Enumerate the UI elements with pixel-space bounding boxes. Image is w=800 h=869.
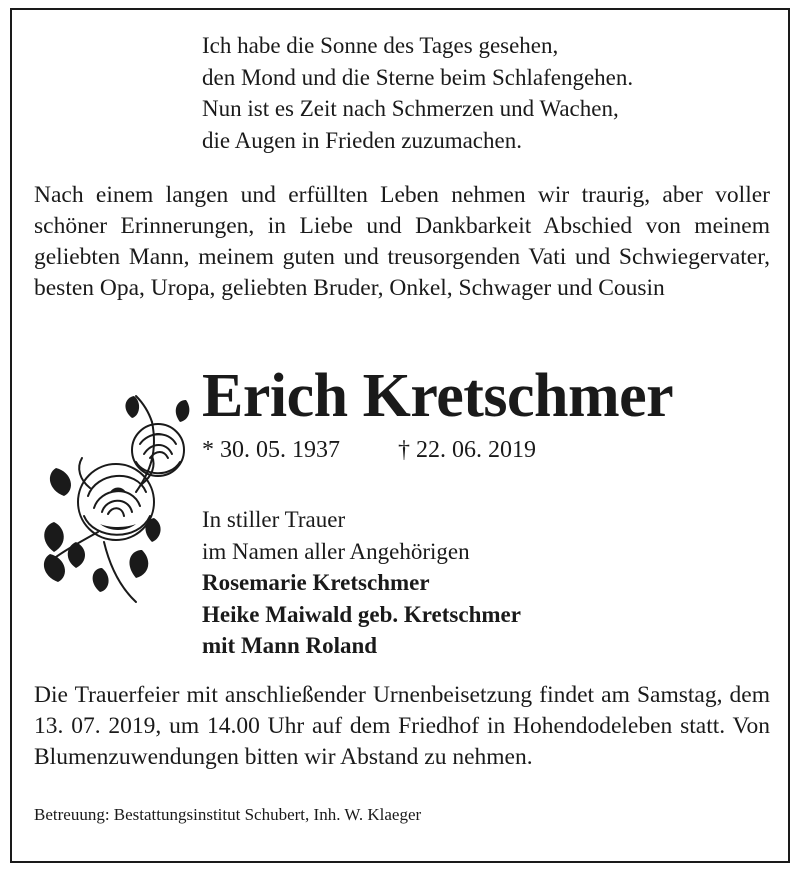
poem [202,30,633,156]
birth-date: * 30. 05. 1937 [202,437,340,463]
life-dates [202,435,536,465]
intro-paragraph: Nach einem langen und erfüllten Leben nehmen wir traurig, aber voller schöner Erinnerungen, in Liebe und Dankbarkeit Abschied von meinem geliebten Mann, meinem guten und treusorgenden Vati und Schwiegervater, besten Opa, Uropa, geliebten Bruder, Onkel, Schwager und Cousin [34,182,770,301]
mourners-block [202,504,521,662]
deceased-name: Erich Kretschmer [202,362,674,430]
poem-line: Ich habe die Sonne des Tages gesehen, [202,33,559,58]
poem-line: den Mond und die Sterne beim Schlafengehen. [202,64,634,90]
rose-icon [40,392,192,604]
mourner-name: mit Mann Roland [202,633,378,658]
death-date: † 22. 06. 2019 [398,437,536,463]
poem-line: die Augen in Frieden zuzumachen. [202,127,522,153]
poem-line: Nun ist es Zeit nach Schmerzen und Wachen, [202,96,619,121]
funeral-home-credit: Betreuung: Bestattungsinstitut Schubert, Inh. W. Klaeger [34,805,422,824]
obituary-notice [10,8,790,863]
mourner-name: Rosemarie Kretschmer [202,570,430,595]
ceremony-paragraph: Die Trauerfeier mit anschließender Urnenbeisetzung findet am Samstag, dem 13. 07. 2019, um 14.00 Uhr auf dem Friedhof in Hohendodeleben statt. Von Blumenzuwendungen bitten wir Abstand zu nehmen. [34,682,770,770]
mourner-name: Heike Maiwald geb. Kretschmer [202,601,521,627]
mourning-line: In stiller Trauer [202,507,346,532]
mourning-line: im Namen aller Angehörigen [202,538,470,564]
